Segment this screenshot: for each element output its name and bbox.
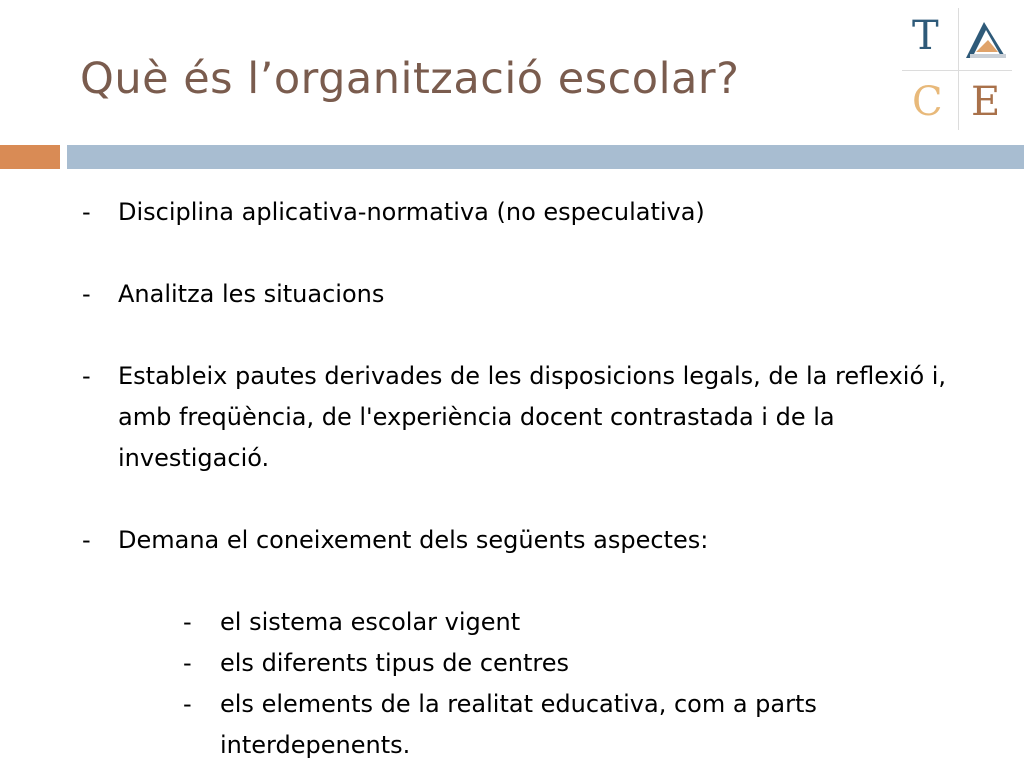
logo-letter-e: E [971,79,1001,125]
logo-divider-horizontal [902,70,1012,71]
sub-bullet-dash: - [183,690,192,718]
bullet-item [82,520,982,561]
bullet-dash: - [82,362,91,390]
spacer [82,561,982,602]
sub-bullet-text: els diferents tipus de centres [220,649,570,677]
spacer [82,233,982,274]
bullet-item [82,274,982,315]
sub-bullet-text: els elements de la realitat educativa, com a parts interdepenents. [220,690,817,759]
spacer [82,315,982,356]
bullet-text: Estableix pautes derivades de les disposicions legals, de la reflexió i, amb freqüència, de l'experiència docent contrastada i de la investigació. [118,362,947,472]
title-accent-bar [0,145,60,169]
sub-bullet-dash: - [183,649,192,677]
sub-bullet-item [82,602,982,643]
bullet-text: Analitza les situacions [118,280,385,308]
tce-logo [902,8,1012,130]
slide-title: Què és l’organització escolar? [80,54,740,104]
bullet-item [82,356,982,479]
spacer [82,479,982,520]
sub-bullet-item [82,684,982,766]
bullet-text: Demana el coneixement dels següents aspectes: [118,526,709,554]
sub-bullet-text: el sistema escolar vigent [220,608,521,636]
slide-body [82,192,982,766]
bullet-dash: - [82,198,91,226]
sub-bullet-item [82,643,982,684]
logo-letter-t: T [912,13,939,59]
bullet-dash: - [82,280,91,308]
title-underline-bar [67,145,1024,169]
mountain-triangle-icon [964,18,1008,62]
bullet-text: Disciplina aplicativa-normativa (no especulativa) [118,198,705,226]
bullet-item [82,192,982,233]
logo-letter-c: C [912,79,943,125]
bullet-dash: - [82,526,91,554]
logo-divider-vertical [958,8,959,130]
sub-bullet-dash: - [183,608,192,636]
